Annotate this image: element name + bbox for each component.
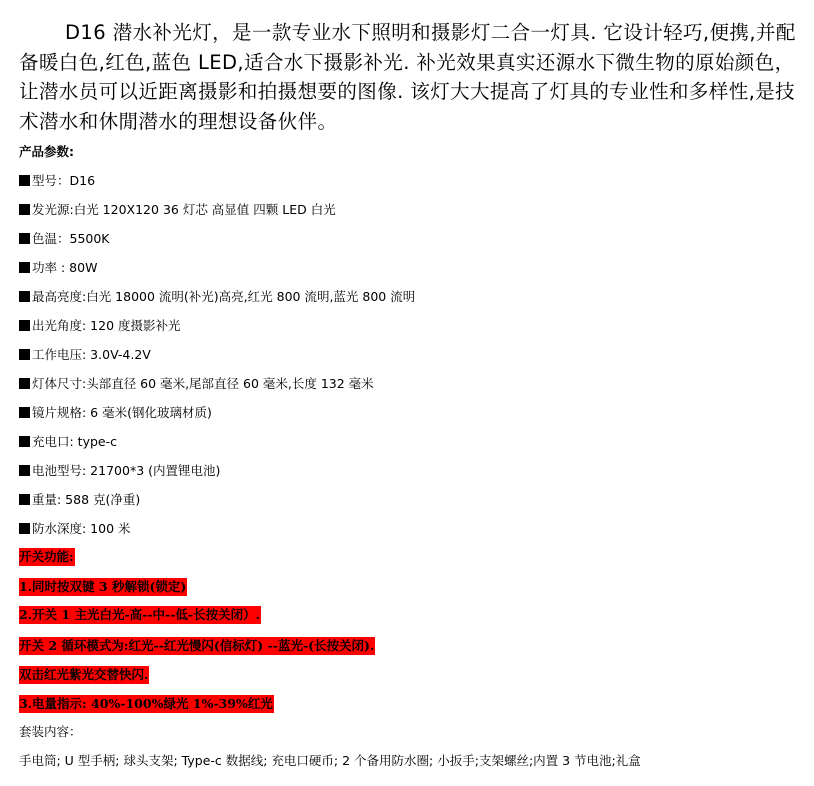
switch-heading-line <box>19 548 75 566</box>
black-square-bullet-icon <box>19 465 30 476</box>
black-square-bullet-icon <box>19 523 30 534</box>
black-square-bullet-icon <box>19 320 30 331</box>
switch-item <box>19 695 274 713</box>
param-item <box>19 520 131 538</box>
param-text: 灯体尺寸:头部直径 60 毫米,尾部直径 60 毫米,长度 132 毫米 <box>32 376 374 391</box>
param-item <box>19 404 212 422</box>
black-square-bullet-icon <box>19 175 30 186</box>
param-item <box>19 230 110 248</box>
param-text: 电池型号: 21700*3 (内置锂电池) <box>32 463 221 478</box>
param-item <box>19 259 97 277</box>
switch-item <box>19 578 187 596</box>
switch-item <box>19 606 261 624</box>
package-heading: 套装内容： <box>19 724 82 739</box>
black-square-bullet-icon <box>19 291 30 302</box>
switch-item <box>19 637 375 655</box>
package-contents: 手电筒; U 型手柄; 球头支架; Type-c 数据线; 充电口硬币; 2 个备用防水圈; 小扳手;支架螺丝;内置 3 节电池;礼盒 <box>19 753 641 768</box>
param-text: 色温：5500K <box>32 231 110 246</box>
black-square-bullet-icon <box>19 407 30 418</box>
param-item <box>19 491 140 509</box>
black-square-bullet-icon <box>19 262 30 273</box>
switch-heading: 开关功能: <box>19 549 74 564</box>
switch-item-text: 开关 2 循环模式为:红光--红光慢闪(信标灯) --蓝光-(长按关闭). <box>19 638 375 653</box>
switch-item-text: 双击红光紫光交替快闪. <box>19 667 149 682</box>
param-text: 防水深度: 100 米 <box>32 521 131 536</box>
param-item <box>19 433 117 451</box>
switch-item-text: 2.开关 1 主光白光-高--中--低-长按关闭）. <box>19 607 260 622</box>
intro-paragraph: D16 潜水补光灯，是一款专业水下照明和摄影灯二合一灯具. 它设计轻巧,便携,并配备暖白色,红色,蓝色 LED,适合水下摄影补光. 补光效果真实还源水下微生物的原始颜色，让潜水员可以近距离摄影和拍摄想要的图像. 该灯大大提高了灯具的专业性和多样性,是技术潜水和休閒潜水的理想设备伙伴。 <box>19 21 796 133</box>
param-text: 充电口: type-c <box>32 434 117 449</box>
param-item <box>19 462 220 480</box>
black-square-bullet-icon <box>19 204 30 215</box>
black-square-bullet-icon <box>19 233 30 244</box>
param-text: 重量: 588 克(净重) <box>32 492 141 507</box>
param-text: 工作电压: 3.0V-4.2V <box>32 347 151 362</box>
black-square-bullet-icon <box>19 436 30 447</box>
switch-item <box>19 666 149 684</box>
black-square-bullet-icon <box>19 349 30 360</box>
black-square-bullet-icon <box>19 378 30 389</box>
switch-item-text: 1.同时按双键 3 秒解锁(锁定) <box>19 579 187 594</box>
param-text: 型号：D16 <box>32 173 96 188</box>
switch-item-text: 3.电量指示: 40%-100%绿光 1%-39%红光 <box>19 696 273 711</box>
params-heading: 产品参数: <box>19 144 74 159</box>
param-text: 最高亮度:白光 18000 流明(补光)高亮,红光 800 流明,蓝光 800 流明 <box>32 289 416 304</box>
param-item <box>19 172 95 190</box>
param-item <box>19 375 374 393</box>
param-text: 出光角度: 120 度摄影补光 <box>32 318 181 333</box>
param-text: 发光源:白光 120X120 36 灯芯 高显值 四颗 LED 白光 <box>32 202 336 217</box>
param-item <box>19 317 181 335</box>
param-text: 功率 : 80W <box>32 260 98 275</box>
param-item <box>19 201 336 219</box>
param-item <box>19 346 151 364</box>
black-square-bullet-icon <box>19 494 30 505</box>
param-text: 镜片规格: 6 毫米(钢化玻璃材质) <box>32 405 212 420</box>
param-item <box>19 288 415 306</box>
